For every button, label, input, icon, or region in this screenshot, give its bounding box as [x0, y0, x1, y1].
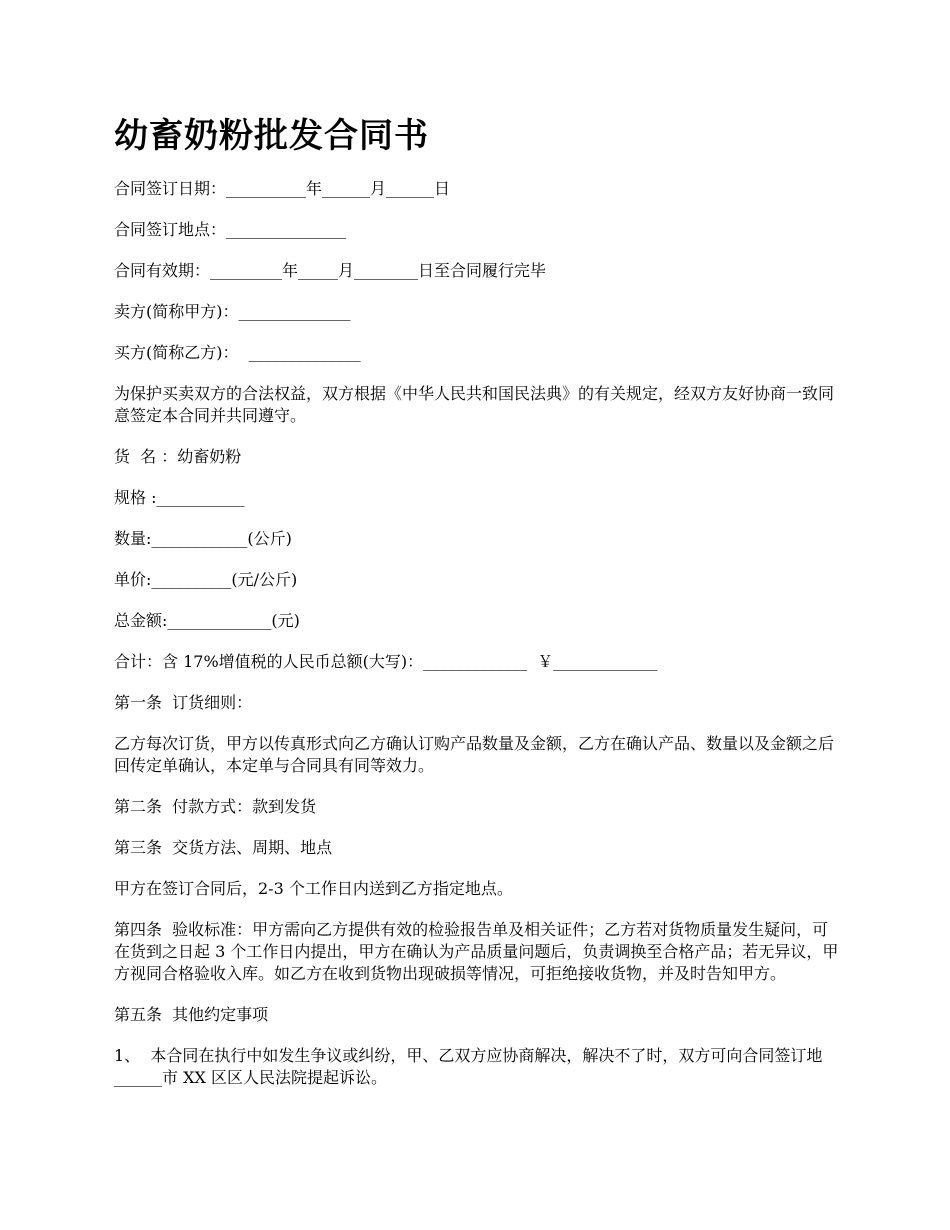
unit-price-line: 单价:__________(元/公斤) [114, 570, 298, 589]
grand-total-line: 合计：含 17%增值税的人民币总额(大写)：_____________ ￥_____________ [114, 652, 658, 671]
article-3-heading: 第三条 交货方法、周期、地点 [114, 838, 333, 857]
signing-place-line: 合同签订地点：_______________ [114, 220, 347, 239]
validity-period-line: 合同有效期：_________年_____月________日至合同履行完毕 [114, 261, 547, 280]
signing-date-line: 合同签订日期：__________年______月______日 [114, 179, 451, 198]
goods-name-line: 货 名 ：幼畜奶粉 [114, 447, 242, 466]
seller-line: 卖方(简称甲方)：______________ [114, 302, 351, 321]
article-1-body: 乙方每次订货，甲方以传真形式向乙方确认订购产品数量及金额，乙方在确认产品、数量以及金额之后回传定单确认，本定单与合同具有同等效力。 [114, 734, 835, 775]
article-5-heading: 第五条 其他约定事项 [114, 1005, 269, 1024]
specification-line: 规格 :___________ [114, 488, 245, 507]
contract-page [114, 112, 844, 1108]
article-3-body: 甲方在签订合同后，2-3 个工作日内送到乙方指定地点。 [114, 879, 513, 898]
article-5-item-1: 1、 本合同在执行中如发生争议或纠纷，甲、乙双方应协商解决，解决不了时，双方可向合同签订地______市 XX 区区人民法院提起诉讼。 [114, 1046, 823, 1087]
document-title: 幼畜奶粉批发合同书 [114, 116, 429, 156]
article-4-paragraph: 第四条 验收标准：甲方需向乙方提供有效的检验报告单及相关证件；乙方若对货物质量发生疑问，可在货到之日起 3 个工作日内提出，甲方在确认为产品质量问题后，负责调换至合格产品；若无异议，甲方视同合格验收入库。如乙方在收到货物出现破损等情况，可拒绝接收货物，并及时告知甲方。 [114, 920, 839, 983]
total-amount-line: 总金额:_____________(元) [114, 611, 300, 630]
quantity-line: 数量:____________(公斤) [114, 529, 292, 548]
buyer-line: 买方(简称乙方)： ______________ [114, 343, 361, 362]
article-2-line: 第二条 付款方式：款到发货 [114, 797, 317, 816]
article-1-heading: 第一条 订货细则： [114, 693, 253, 712]
preamble-paragraph: 为保护买卖双方的合法权益，双方根据《中华人民共和国民法典》的有关规定，经双方友好协商一致同意签定本合同并共同遵守。 [114, 384, 835, 425]
